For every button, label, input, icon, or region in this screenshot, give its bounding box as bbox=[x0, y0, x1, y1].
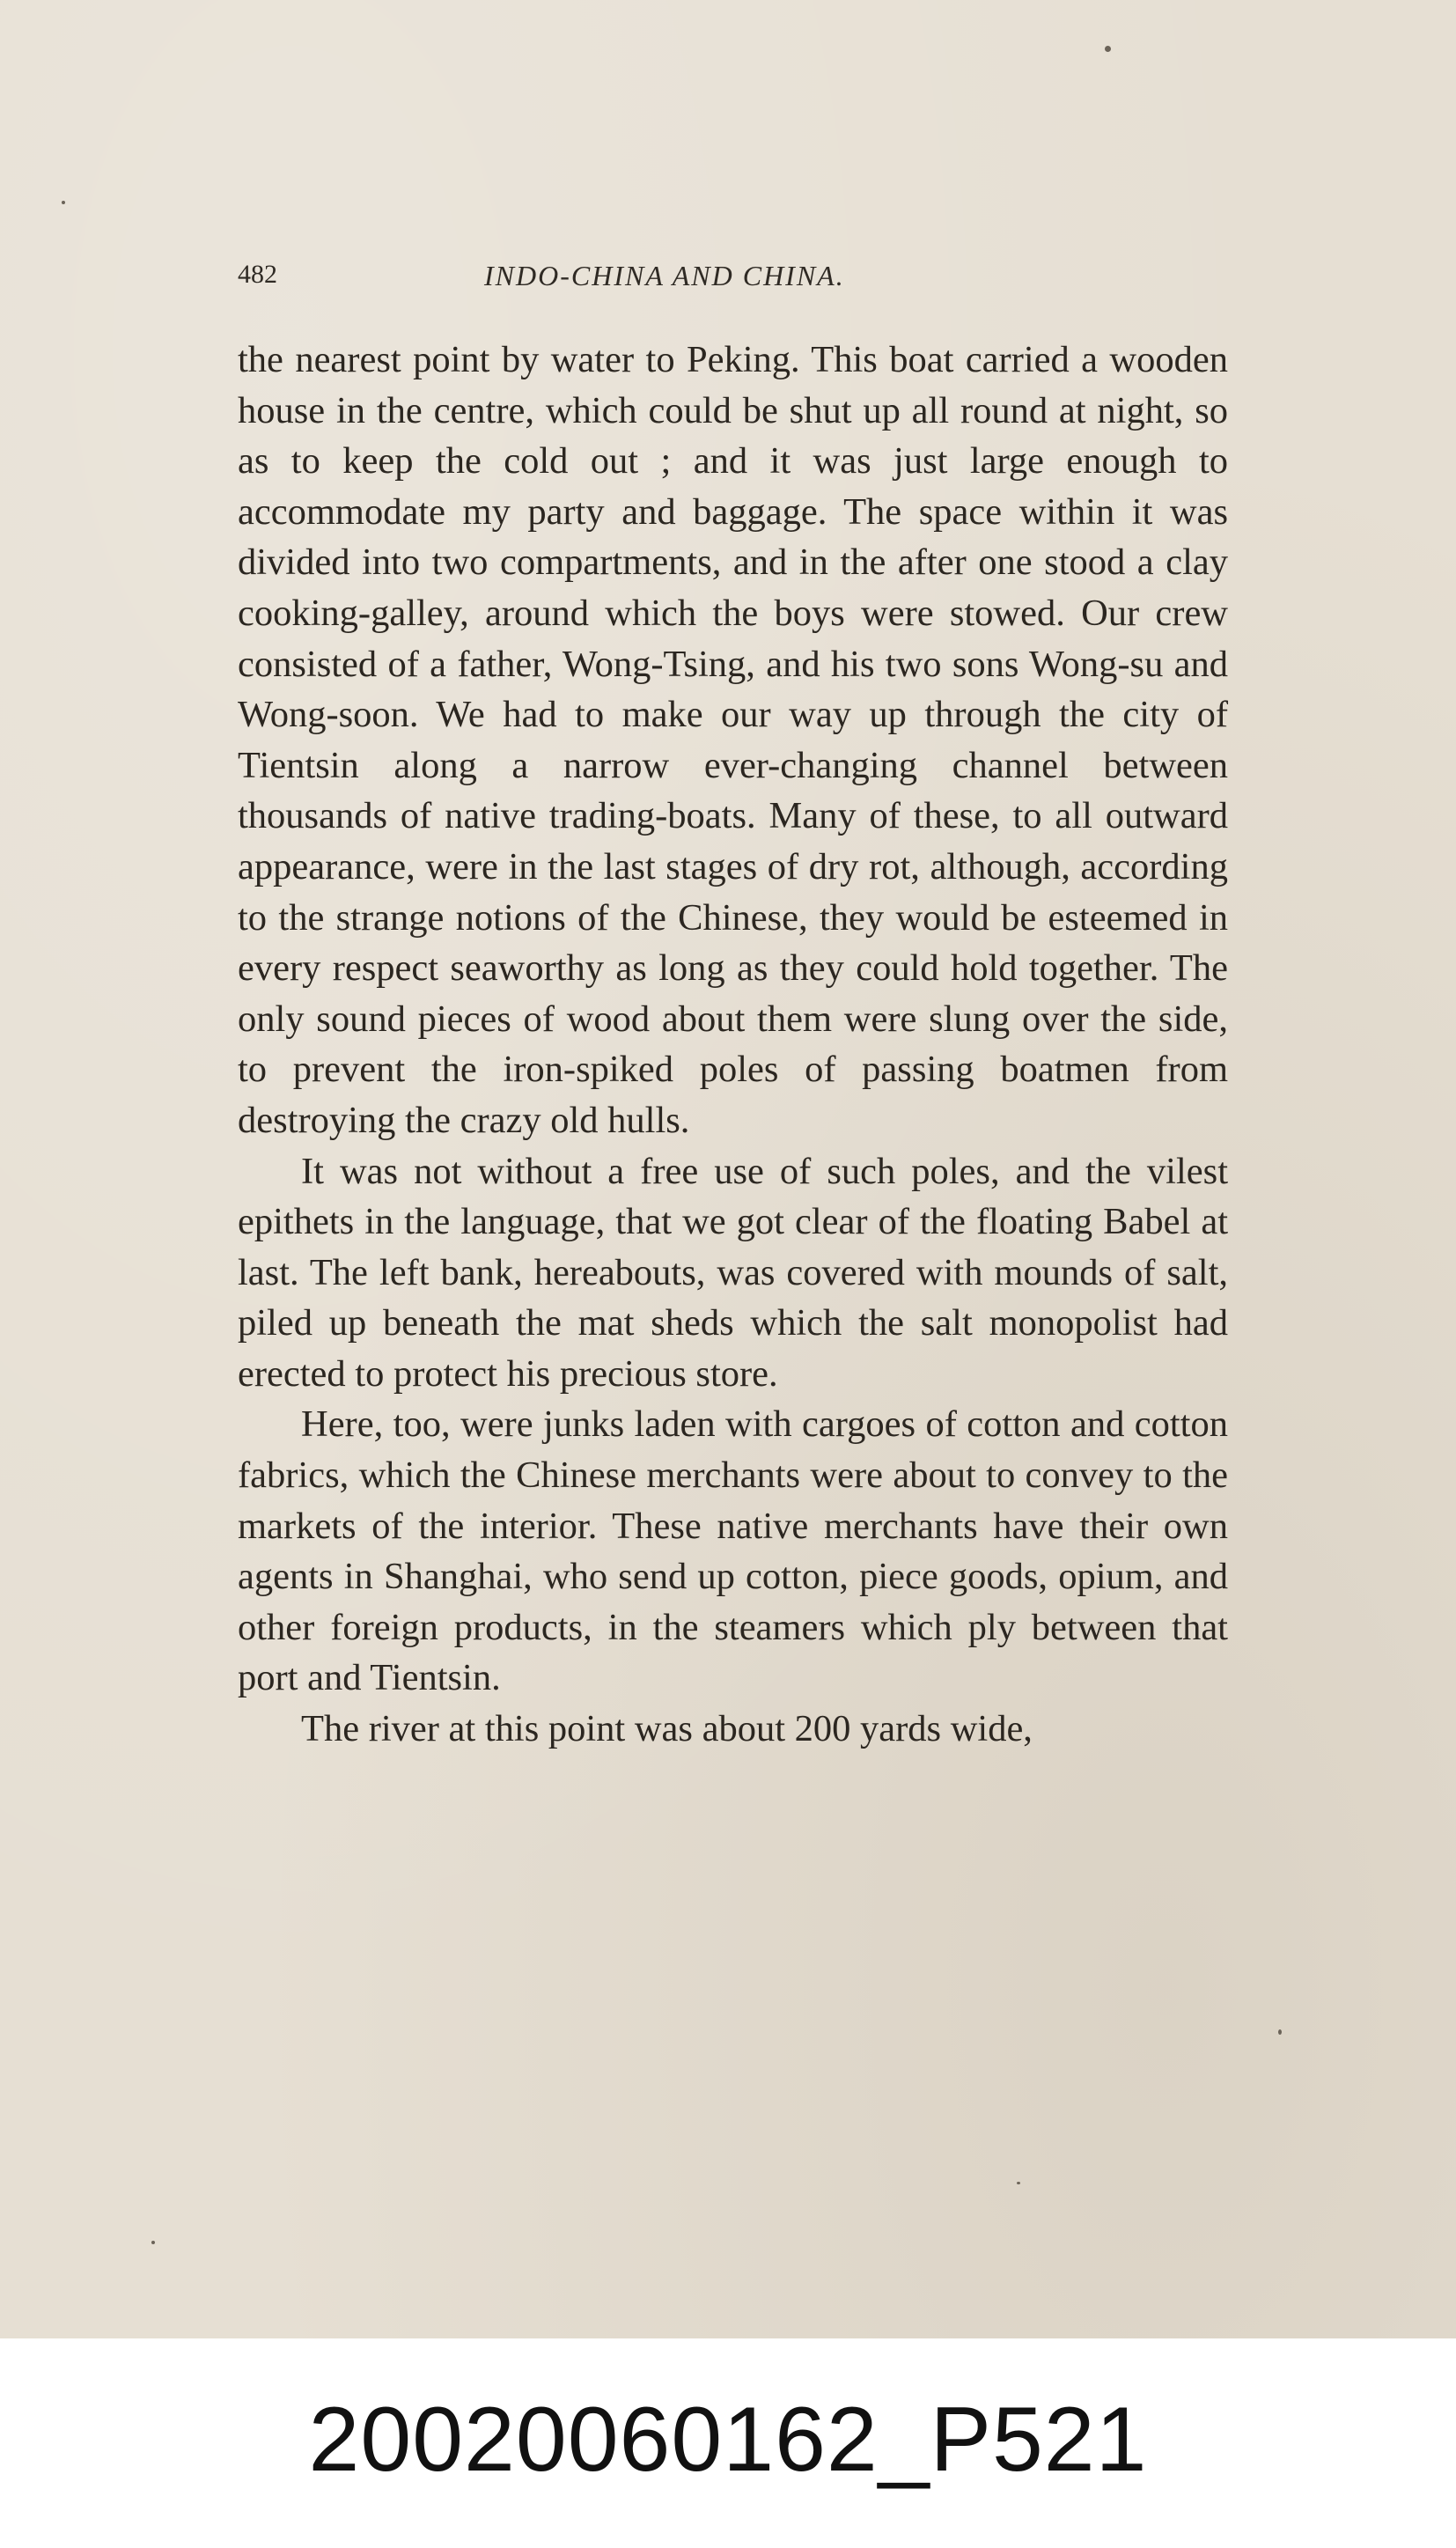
paper-speck bbox=[1278, 2029, 1282, 2035]
paper-speck bbox=[62, 201, 65, 204]
body-text bbox=[238, 335, 1228, 1755]
paper-speck bbox=[1105, 46, 1111, 52]
scan-identifier: 20020060162_P521 bbox=[308, 2389, 1148, 2491]
paragraph-4: The river at this point was about 200 yards wide, bbox=[301, 1708, 1033, 1750]
paragraph-3: Here, too, were junks laden with cargoes of cotton and cotton fabrics, which the Chinese merchants were about to convey to the markets of the interior. These native merchants have their own agents in Shanghai, who send up cotton, piece goods, opium, and other foreign products, in the steamers which ply between that port and Tientsin. bbox=[238, 1403, 1228, 1699]
page-header bbox=[238, 260, 995, 304]
paper-speck bbox=[151, 2241, 155, 2244]
running-head: INDO-CHINA AND CHINA. bbox=[484, 260, 845, 291]
paper-speck bbox=[1017, 2182, 1020, 2184]
page-number: 482 bbox=[238, 260, 277, 289]
paragraph-1: the nearest point by water to Peking. This boat carried a wooden house in the centre, which could be shut up all round at night, so as to keep the cold out ; and it was just large enough to accommodate my party and baggage. The space within it was divided into two compartments, and in the after one stood a clay cooking-galley, around which the boys were stowed. Our crew consisted of a father, Wong-Tsing, and his two sons Wong-su and Wong-soon. We had to make our way up through the city of Tientsin along a narrow ever-changing channel between thousands of native trading-boats. Many of these, to all outward appearance, were in the last stages of dry rot, although, according to the strange notions of the Chinese, they would be esteemed in every respect seaworthy as long as they could hold together. The only sound pieces of wood about them were slung over the side, to prevent the iron-spiked poles of passing boatmen from destroying the crazy old hulls. bbox=[238, 339, 1228, 1141]
paragraph-2: It was not without a free use of such poles, and the vilest epithets in the language, that we got clear of the floating Babel at last. The left bank, hereabouts, was covered with mounds of salt, piled up beneath the mat sheds which the salt monopolist had erected to protect his precious store. bbox=[238, 1150, 1228, 1395]
